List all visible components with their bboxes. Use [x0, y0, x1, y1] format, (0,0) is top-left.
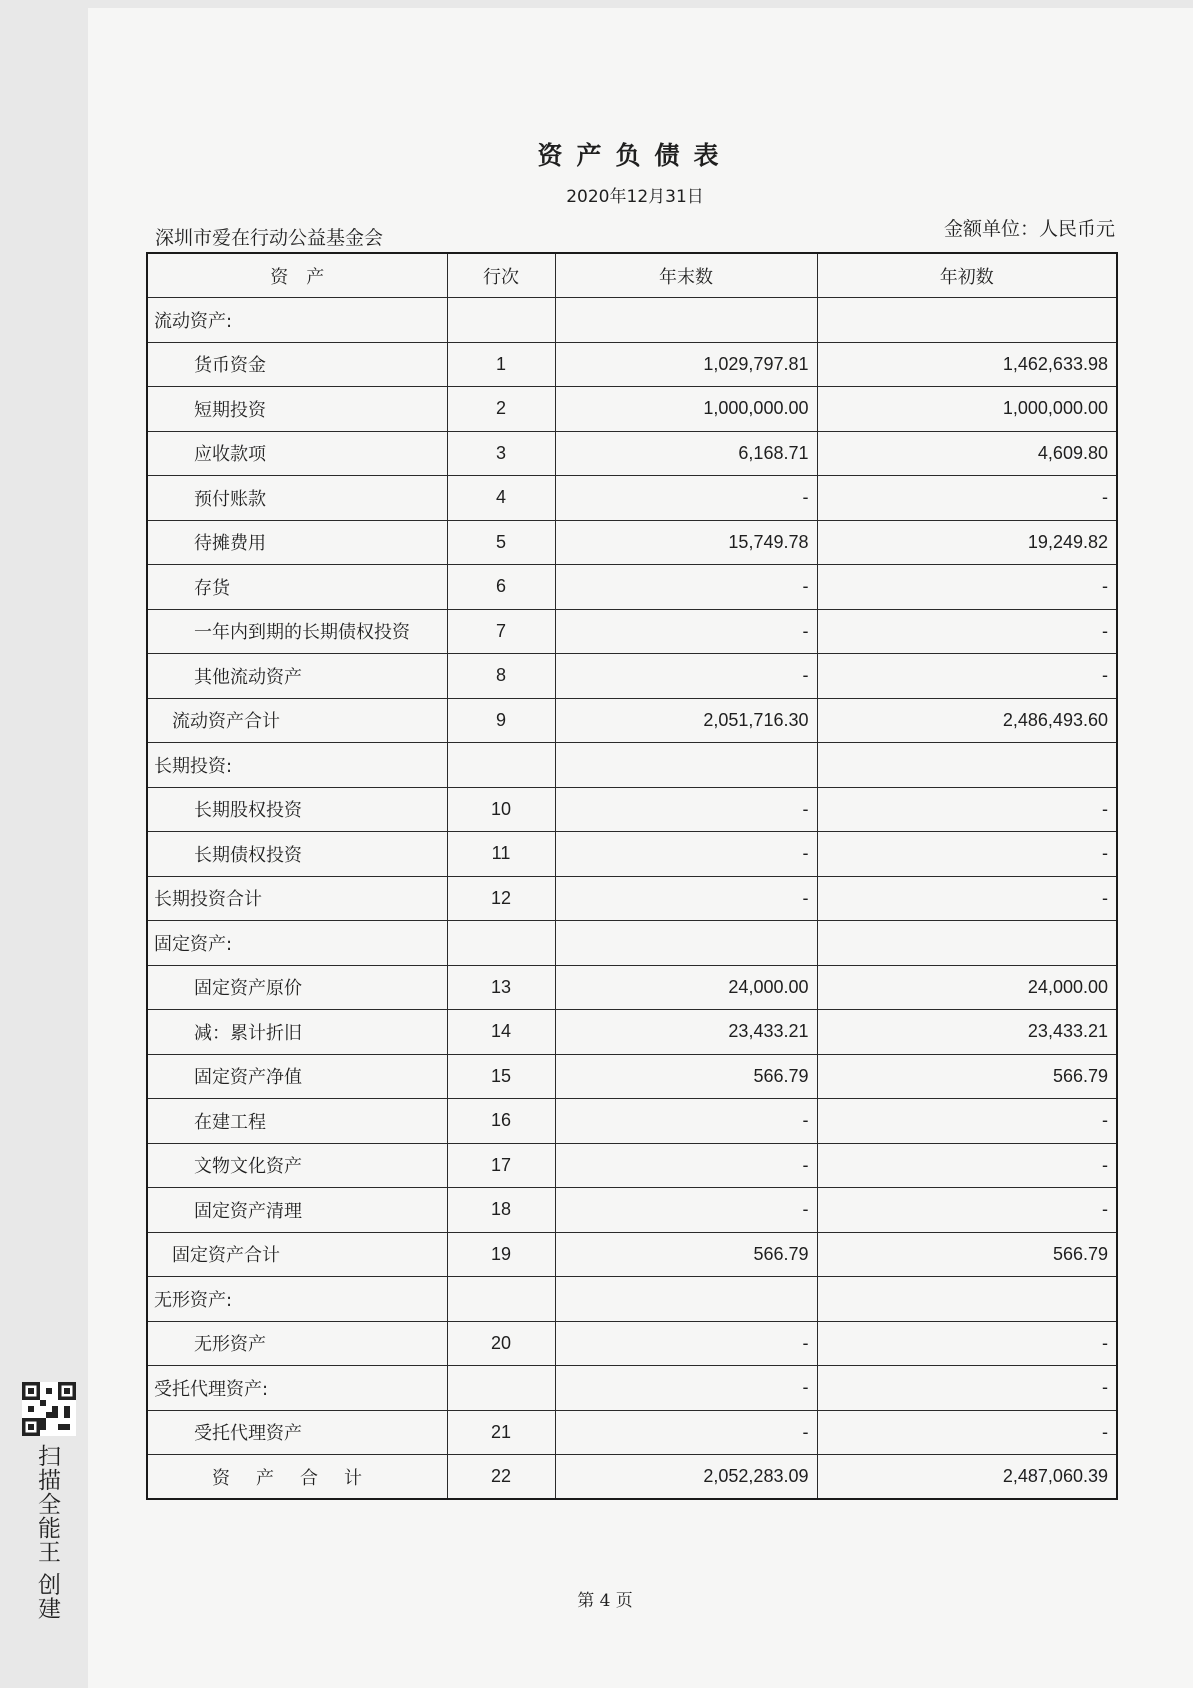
- table-row: [147, 431, 1117, 476]
- row-line-no: 8: [447, 654, 555, 699]
- row-year-begin: [817, 1277, 1117, 1322]
- row-label: 固定资产合计: [147, 1232, 447, 1277]
- row-label: 长期投资合计: [147, 876, 447, 921]
- qr-code-icon: [22, 1382, 76, 1436]
- row-year-end: 23,433.21: [555, 1010, 817, 1055]
- table-row: [147, 787, 1117, 832]
- table-row: [147, 1143, 1117, 1188]
- row-line-no: 1: [447, 342, 555, 387]
- row-label: 减：累计折旧: [147, 1010, 447, 1055]
- row-year-end: 2,051,716.30: [555, 698, 817, 743]
- table-row: [147, 876, 1117, 921]
- row-year-begin: -: [817, 1143, 1117, 1188]
- report-date: 2020年12月31日: [566, 187, 704, 207]
- row-year-end: -: [555, 832, 817, 877]
- row-year-end: 2,052,283.09: [555, 1455, 817, 1500]
- row-label: 受托代理资产:: [147, 1366, 447, 1411]
- row-label: 文物文化资产: [147, 1143, 447, 1188]
- table-row: [147, 965, 1117, 1010]
- table-row: [147, 298, 1117, 343]
- row-line-no: [447, 298, 555, 343]
- row-label: 长期债权投资: [147, 832, 447, 877]
- row-line-no: 11: [447, 832, 555, 877]
- table-row: [147, 1277, 1117, 1322]
- row-year-begin: 2,487,060.39: [817, 1455, 1117, 1500]
- row-year-end: -: [555, 876, 817, 921]
- page-number: 第 4 页: [577, 1591, 633, 1611]
- row-label: 存货: [147, 565, 447, 610]
- row-year-begin: 23,433.21: [817, 1010, 1117, 1055]
- table-row: [147, 609, 1117, 654]
- row-line-no: 20: [447, 1321, 555, 1366]
- header-year-begin: 年初数: [817, 253, 1117, 298]
- scanner-watermark: 扫描全能王 创建: [34, 1444, 60, 1621]
- row-year-begin: 1,462,633.98: [817, 342, 1117, 387]
- row-label: 固定资产原价: [147, 965, 447, 1010]
- row-year-begin: 1,000,000.00: [817, 387, 1117, 432]
- row-year-begin: 24,000.00: [817, 965, 1117, 1010]
- table-row: [147, 387, 1117, 432]
- table-row: [147, 698, 1117, 743]
- row-year-end: -: [555, 1188, 817, 1233]
- row-line-no: 4: [447, 476, 555, 521]
- row-line-no: 19: [447, 1232, 555, 1277]
- balance-sheet-table: [146, 252, 1118, 1500]
- row-year-begin: -: [817, 1410, 1117, 1455]
- row-year-end: [555, 1277, 817, 1322]
- table-row: [147, 1455, 1117, 1500]
- row-year-begin: 2,486,493.60: [817, 698, 1117, 743]
- row-year-end: -: [555, 1366, 817, 1411]
- row-line-no: [447, 1277, 555, 1322]
- row-line-no: 13: [447, 965, 555, 1010]
- row-label: 在建工程: [147, 1099, 447, 1144]
- row-year-end: 1,029,797.81: [555, 342, 817, 387]
- row-year-begin: -: [817, 1366, 1117, 1411]
- row-label: 资产合计: [147, 1455, 447, 1500]
- row-year-begin: [817, 743, 1117, 788]
- row-line-no: [447, 921, 555, 966]
- row-line-no: 12: [447, 876, 555, 921]
- row-year-end: -: [555, 654, 817, 699]
- row-label: 应收款项: [147, 431, 447, 476]
- row-year-end: -: [555, 1410, 817, 1455]
- row-year-begin: 566.79: [817, 1232, 1117, 1277]
- row-year-begin: -: [817, 876, 1117, 921]
- row-year-begin: [817, 921, 1117, 966]
- row-label: 预付账款: [147, 476, 447, 521]
- row-year-end: -: [555, 476, 817, 521]
- row-line-no: 10: [447, 787, 555, 832]
- row-year-end: [555, 743, 817, 788]
- row-year-end: 566.79: [555, 1054, 817, 1099]
- row-label: 无形资产:: [147, 1277, 447, 1322]
- row-line-no: 14: [447, 1010, 555, 1055]
- table-row: [147, 832, 1117, 877]
- row-year-begin: -: [817, 1188, 1117, 1233]
- table-row: [147, 1188, 1117, 1233]
- row-year-begin: [817, 298, 1117, 343]
- row-year-end: 566.79: [555, 1232, 817, 1277]
- row-year-begin: -: [817, 1099, 1117, 1144]
- row-label: 无形资产: [147, 1321, 447, 1366]
- row-line-no: [447, 743, 555, 788]
- row-line-no: 2: [447, 387, 555, 432]
- row-year-begin: -: [817, 609, 1117, 654]
- row-line-no: 18: [447, 1188, 555, 1233]
- row-year-begin: 566.79: [817, 1054, 1117, 1099]
- row-year-begin: -: [817, 787, 1117, 832]
- row-year-end: 24,000.00: [555, 965, 817, 1010]
- row-year-end: -: [555, 1143, 817, 1188]
- table-row: [147, 1410, 1117, 1455]
- row-year-end: [555, 298, 817, 343]
- row-year-begin: -: [817, 832, 1117, 877]
- table-row: [147, 921, 1117, 966]
- row-line-no: 5: [447, 520, 555, 565]
- table-row: [147, 743, 1117, 788]
- row-label: 固定资产:: [147, 921, 447, 966]
- row-year-begin: 19,249.82: [817, 520, 1117, 565]
- table-row: [147, 1010, 1117, 1055]
- row-year-end: -: [555, 609, 817, 654]
- table-row: [147, 1366, 1117, 1411]
- table-row: [147, 654, 1117, 699]
- table-row: [147, 1232, 1117, 1277]
- row-label: 固定资产净值: [147, 1054, 447, 1099]
- row-year-end: -: [555, 787, 817, 832]
- table-row: [147, 476, 1117, 521]
- table-row: [147, 1054, 1117, 1099]
- row-line-no: 17: [447, 1143, 555, 1188]
- row-label: 流动资产:: [147, 298, 447, 343]
- row-label: 受托代理资产: [147, 1410, 447, 1455]
- row-year-end: 6,168.71: [555, 431, 817, 476]
- header-year-end: 年末数: [555, 253, 817, 298]
- row-year-begin: 4,609.80: [817, 431, 1117, 476]
- row-year-begin: -: [817, 565, 1117, 610]
- table-row: [147, 520, 1117, 565]
- row-line-no: 9: [447, 698, 555, 743]
- currency-unit: 金额单位：人民币元: [943, 218, 1115, 240]
- row-label: 流动资产合计: [147, 698, 447, 743]
- row-label: 一年内到期的长期债权投资: [147, 609, 447, 654]
- row-label: 货币资金: [147, 342, 447, 387]
- row-year-end: 15,749.78: [555, 520, 817, 565]
- row-line-no: 21: [447, 1410, 555, 1455]
- row-year-end: [555, 921, 817, 966]
- row-line-no: [447, 1366, 555, 1411]
- row-year-begin: -: [817, 654, 1117, 699]
- row-line-no: 6: [447, 565, 555, 610]
- report-title: 资产负债表: [537, 141, 733, 170]
- row-label: 待摊费用: [147, 520, 447, 565]
- row-year-end: -: [555, 565, 817, 610]
- row-label: 固定资产清理: [147, 1188, 447, 1233]
- row-line-no: 22: [447, 1455, 555, 1500]
- table-header-row: [147, 253, 1117, 298]
- row-year-end: -: [555, 1099, 817, 1144]
- row-line-no: 16: [447, 1099, 555, 1144]
- row-label: 短期投资: [147, 387, 447, 432]
- table-row: [147, 1099, 1117, 1144]
- row-label: 长期股权投资: [147, 787, 447, 832]
- row-year-begin: -: [817, 476, 1117, 521]
- header-line-no: 行次: [447, 253, 555, 298]
- row-year-begin: -: [817, 1321, 1117, 1366]
- row-year-end: 1,000,000.00: [555, 387, 817, 432]
- row-label: 其他流动资产: [147, 654, 447, 699]
- table-row: [147, 342, 1117, 387]
- row-line-no: 3: [447, 431, 555, 476]
- row-year-end: -: [555, 1321, 817, 1366]
- table-row: [147, 565, 1117, 610]
- organization-name: 深圳市爱在行动公益基金会: [155, 227, 384, 249]
- table-row: [147, 1321, 1117, 1366]
- row-line-no: 7: [447, 609, 555, 654]
- header-assets: 资 产: [147, 253, 447, 298]
- row-line-no: 15: [447, 1054, 555, 1099]
- row-label: 长期投资:: [147, 743, 447, 788]
